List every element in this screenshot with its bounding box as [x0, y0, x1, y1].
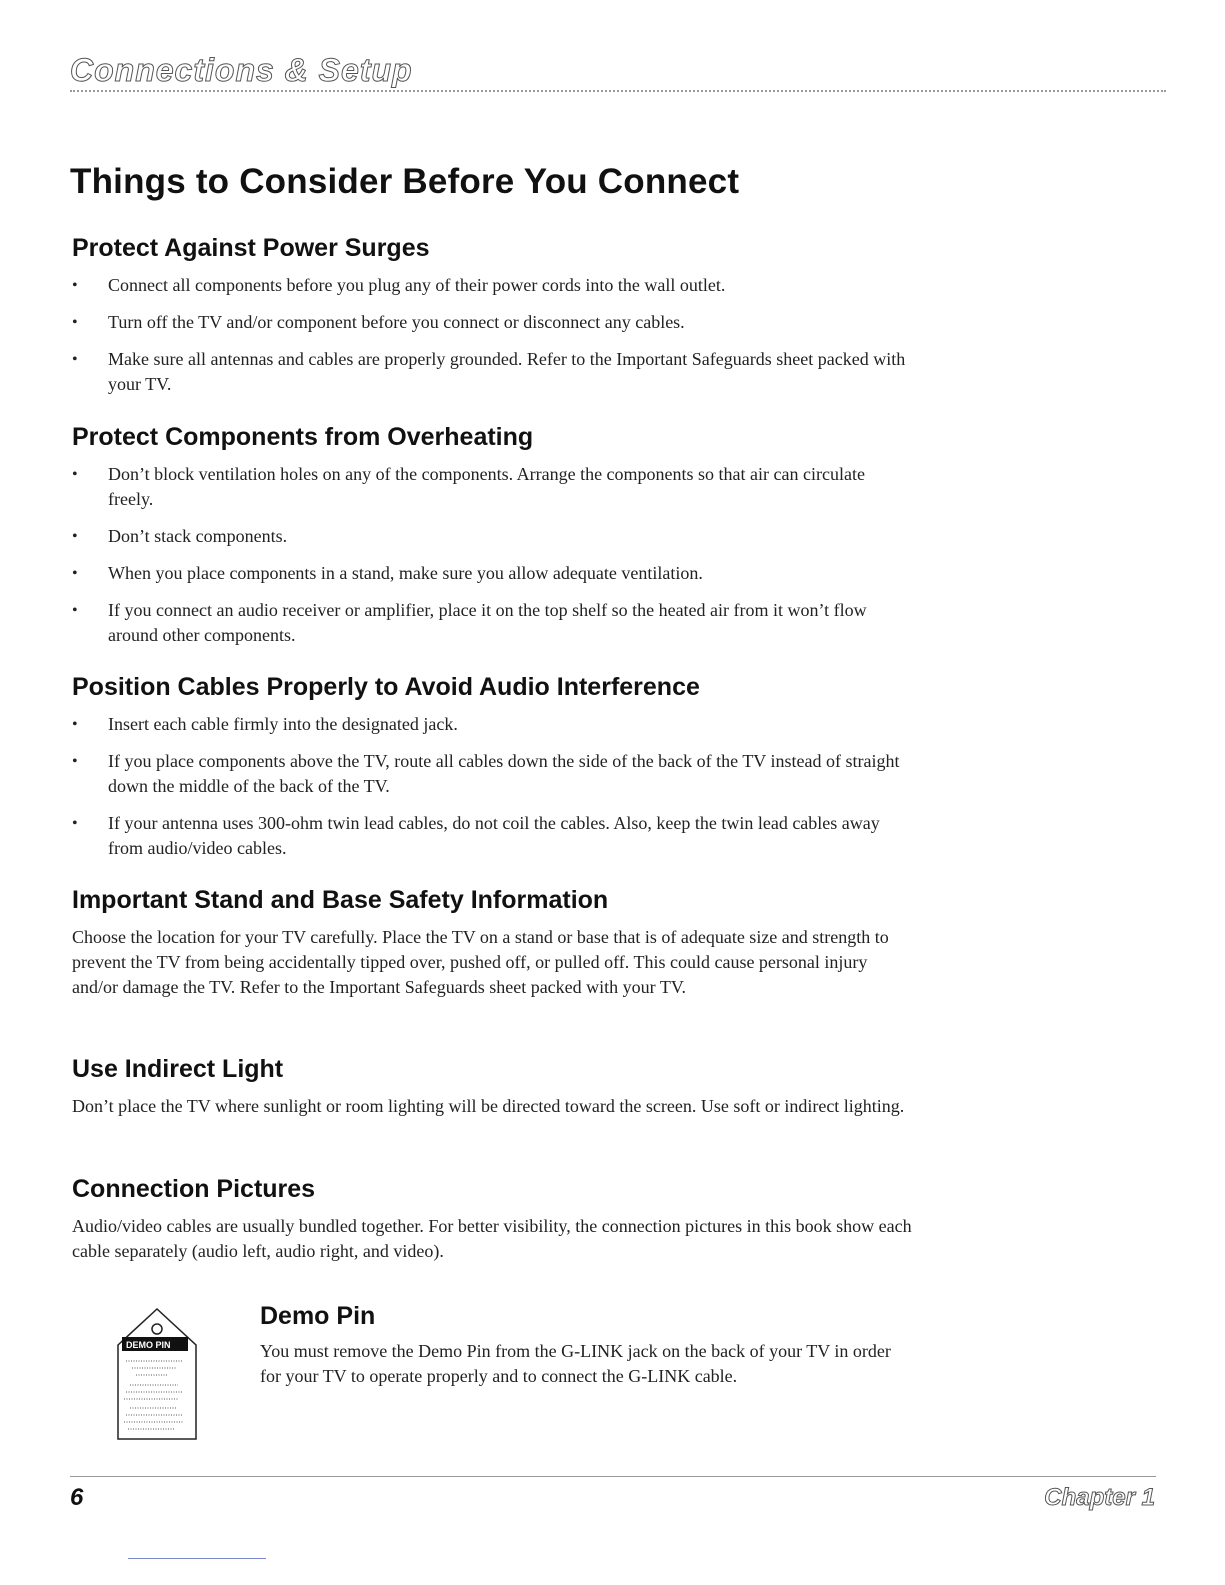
section-demo-pin — [260, 1302, 900, 1389]
bullet-icon: • — [72, 753, 78, 770]
list-item — [72, 561, 912, 586]
bullet-icon: • — [72, 351, 78, 368]
list-item-text: Insert each cable firmly into the designated jack. — [108, 714, 458, 734]
page-title: Things to Consider Before You Connect — [70, 162, 740, 201]
list-item — [72, 347, 912, 397]
bullet-icon: • — [72, 314, 78, 331]
list-item-text: Don’t block ventilation holes on any of the components. Arrange the components so that air can circulate freely. — [108, 464, 865, 509]
bullet-icon: • — [72, 815, 78, 832]
bullet-icon: • — [72, 602, 78, 619]
section-body: Audio/video cables are usually bundled together. For better visibility, the connection pictures in this book show each cable separately (audio left, audio right, and video). — [72, 1216, 912, 1261]
list-item — [72, 712, 912, 737]
list-item-text: Connect all components before you plug any of their power cords into the wall outlet. — [108, 275, 726, 295]
list-item-text: Don’t stack components. — [108, 526, 288, 546]
list-item-text: If you connect an audio receiver or amplifier, place it on the top shelf so the heated air from it won’t flow around other components. — [108, 600, 867, 645]
list-item-text: If you place components above the TV, route all cables down the side of the back of the TV instead of straight down the middle of the back of the TV. — [108, 751, 900, 796]
section-header-title: Connections & Setup — [70, 52, 413, 88]
bullet-list — [72, 712, 912, 861]
section-heading: Important Stand and Base Safety Information — [72, 886, 609, 914]
list-item-text: When you place components in a stand, make sure you allow adequate ventilation. — [108, 563, 703, 583]
bullet-list — [72, 462, 912, 648]
section-heading: Use Indirect Light — [72, 1055, 284, 1083]
section-heading: Protect Against Power Surges — [72, 234, 430, 262]
list-item — [72, 749, 912, 799]
section-heading: Demo Pin — [260, 1302, 376, 1330]
section-heading: Protect Components from Overheating — [72, 423, 534, 451]
list-item — [72, 524, 912, 549]
bullet-icon: • — [72, 277, 78, 294]
section-overheating — [72, 423, 912, 660]
section-body: Choose the location for your TV carefully. Place the TV on a stand or base that is of adequate size and strength to prevent the TV from being accidentally tipped over, pushed off, or pulled off. This could cause personal injury and/or damage the TV. Refer to the Important Safeguards sheet packed with your TV. — [72, 927, 889, 997]
bullet-icon: • — [72, 565, 78, 582]
section-body: Don’t place the TV where sunlight or room lighting will be directed toward the screen. Use soft or indirect lighting. — [72, 1096, 905, 1116]
chapter-label: Chapter 1 — [1044, 1484, 1155, 1511]
section-cables — [72, 673, 912, 873]
section-heading: Position Cables Properly to Avoid Audio Interference — [72, 673, 700, 701]
list-item-text: Turn off the TV and/or component before you connect or disconnect any cables. — [108, 312, 685, 332]
demo-pin-tag-label: DEMO PIN — [126, 1340, 171, 1350]
footer-divider — [70, 1476, 1156, 1477]
bullet-icon: • — [72, 528, 78, 545]
list-item-text: Make sure all antennas and cables are properly grounded. Refer to the Important Safeguards sheet packed with your TV. — [108, 349, 906, 394]
section-body: You must remove the Demo Pin from the G-LINK jack on the back of your TV in order for your TV to operate properly and to connect the G-LINK cable. — [260, 1341, 891, 1386]
list-item — [72, 811, 912, 861]
bottom-scan-mark — [128, 1558, 266, 1559]
demo-pin-tag-icon — [112, 1305, 202, 1445]
section-indirect-light — [72, 1055, 912, 1119]
list-item — [72, 273, 912, 298]
list-item — [72, 462, 912, 512]
list-item — [72, 310, 912, 335]
bullet-list — [72, 273, 912, 397]
section-power-surges — [72, 234, 912, 409]
header-bar — [70, 52, 1166, 92]
list-item-text: If your antenna uses 300-ohm twin lead cables, do not coil the cables. Also, keep the twin lead cables away from audio/video cables. — [108, 813, 880, 858]
list-item — [72, 598, 912, 648]
section-heading: Connection Pictures — [72, 1175, 316, 1203]
section-stand-safety — [72, 886, 912, 1000]
section-connection-pictures — [72, 1175, 912, 1264]
bullet-icon: • — [72, 716, 78, 733]
page-number: 6 — [70, 1484, 84, 1511]
bullet-icon: • — [72, 466, 78, 483]
